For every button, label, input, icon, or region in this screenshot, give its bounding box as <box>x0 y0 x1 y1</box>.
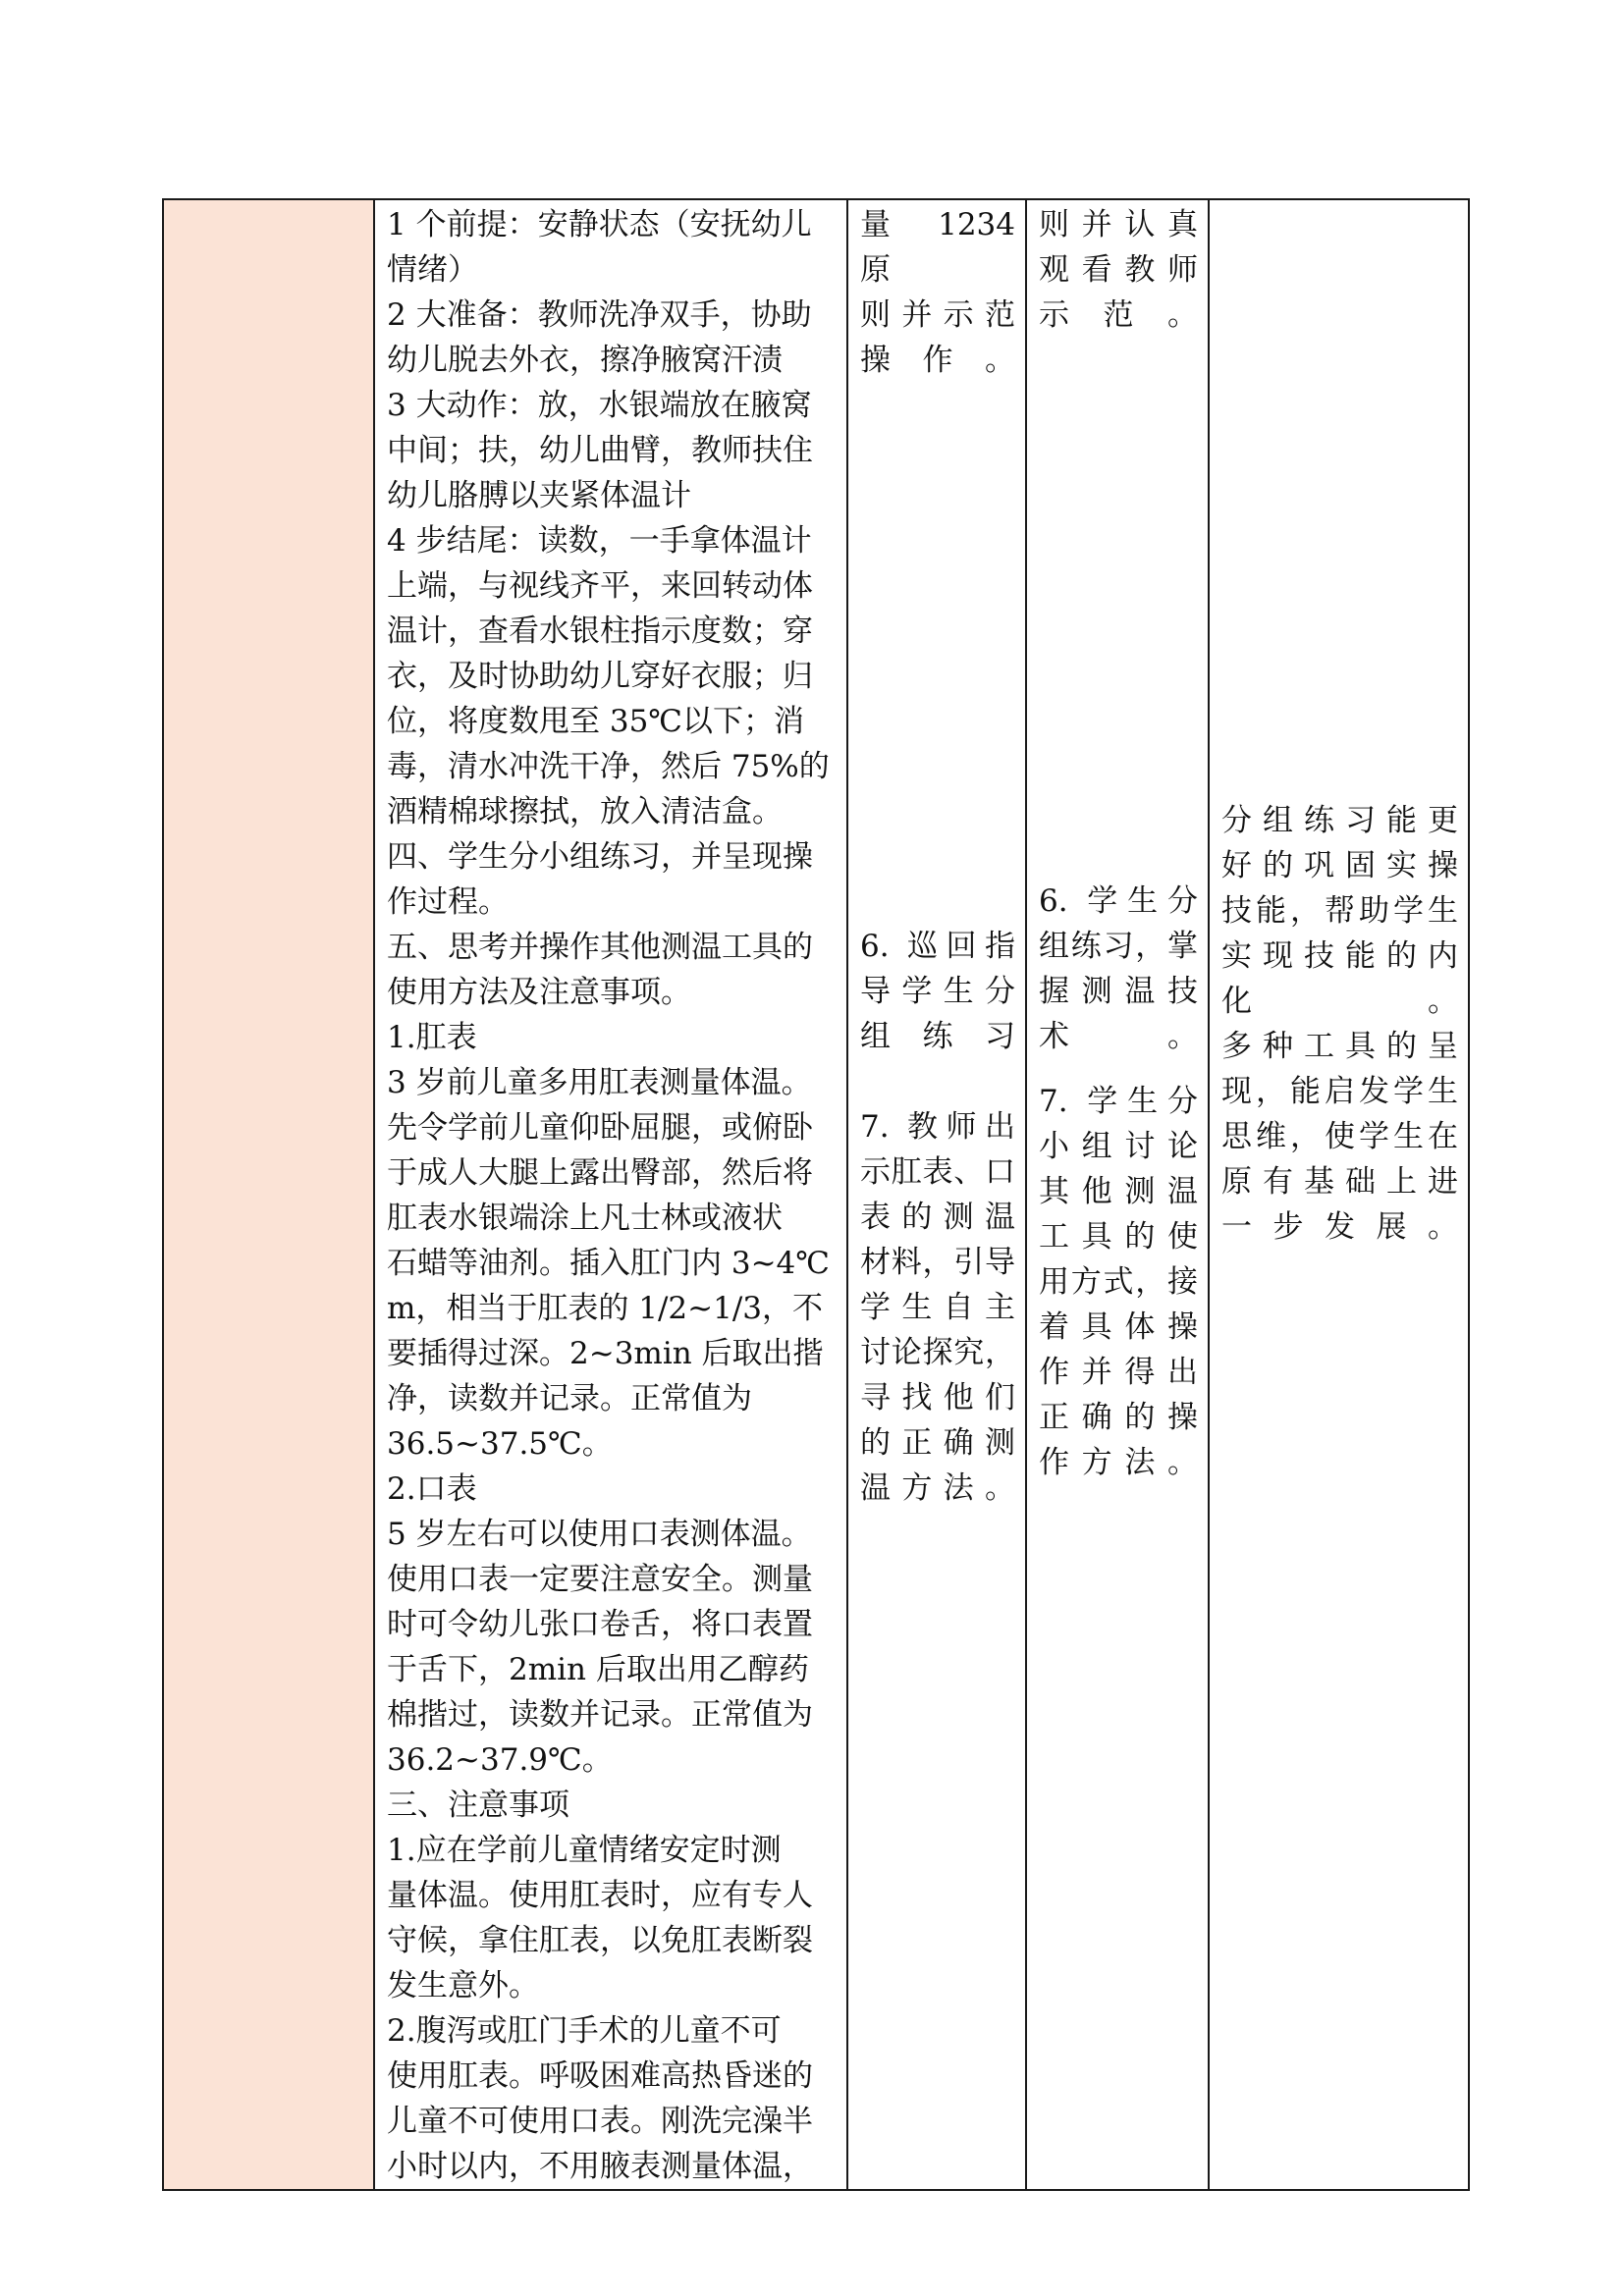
text-line: 要插得过深。2~3min 后取出揩 <box>387 1336 824 1371</box>
text-line: 组练习，掌 <box>1039 929 1198 964</box>
text-line: 实现技能的内 <box>1221 938 1458 974</box>
student-activity-6 <box>1039 879 1198 1059</box>
text-line: 讨论探究， <box>860 1335 1015 1370</box>
text-line: 温方法。 <box>860 1470 1015 1506</box>
text-line: 操作。 <box>860 343 1015 378</box>
text-line: 术。 <box>1039 1019 1198 1054</box>
text-line: 发生意外。 <box>387 1968 539 2003</box>
text-line: 3 大动作：放，水银端放在腋窝 <box>387 388 812 423</box>
text-line: 四、学生分小组练习，并呈现操 <box>387 839 813 875</box>
text-line: 其他测温 <box>1039 1174 1198 1209</box>
text-line: 正确的操 <box>1039 1400 1198 1435</box>
text-line: 好的巩固实操 <box>1221 848 1458 883</box>
teacher-activity-demo <box>860 202 1015 383</box>
teaching-content-text <box>375 200 846 2189</box>
text-line: 3 岁前儿童多用肛表测量体温。 <box>387 1065 812 1100</box>
text-line: 材料，引导 <box>860 1245 1015 1280</box>
text-line: 1 个前提：安静状态（安抚幼儿 <box>387 207 812 242</box>
text-line: 净，读数并记录。正常值为 <box>387 1381 752 1416</box>
table-row <box>163 199 1469 2190</box>
text-line: 寻找他们 <box>860 1380 1015 1415</box>
text-line: 组练习 <box>860 1019 1015 1054</box>
text-line: 作过程。 <box>387 884 509 920</box>
text-line: 上端，与视线齐平，来回转动体 <box>387 568 813 604</box>
text-line: 棉揩过，读数并记录。正常值为 <box>387 1697 813 1733</box>
text-line: 三、注意事项 <box>387 1788 569 1823</box>
text-line: 作方法。 <box>1039 1445 1198 1480</box>
text-line: 2.腹泻或肛门手术的儿童不可 <box>387 2013 782 2049</box>
text-line: 毒，清水冲洗干净，然后 75%的 <box>387 749 830 784</box>
text-line: 多种工具的呈 <box>1221 1029 1458 1064</box>
text-line: 思维，使学生在 <box>1221 1119 1458 1154</box>
text-line: 先令学前儿童仰卧屈腿，或俯卧 <box>387 1110 813 1146</box>
text-line: 小时以内，不用腋表测量体温， <box>387 2149 813 2184</box>
text-line: 原有基础上进 <box>1221 1164 1458 1200</box>
teacher-activity-6 <box>860 924 1015 1059</box>
teaching-content-cell <box>374 199 847 2190</box>
text-line: 6. 巡回指 <box>860 929 1015 964</box>
teacher-activity-cell <box>847 199 1026 2190</box>
text-line: 儿童不可使用口表。刚洗完澡半 <box>387 2104 813 2139</box>
text-line: 2 大准备：教师洗净双手，协助 <box>387 297 812 333</box>
student-activity-cell <box>1026 199 1209 2190</box>
text-line: 使用方法及注意事项。 <box>387 975 691 1010</box>
text-line: 一步发展。 <box>1221 1209 1458 1245</box>
text-line: 7. 学生分 <box>1039 1084 1198 1119</box>
text-line: 量 1234 原 <box>860 207 1015 288</box>
text-line: 肛表水银端涂上凡士林或液状 <box>387 1201 783 1236</box>
section-label-cell <box>163 199 374 2190</box>
text-line: 时可令幼儿张口卷舌，将口表置 <box>387 1607 813 1642</box>
text-line: 五、思考并操作其他测温工具的 <box>387 930 813 965</box>
text-line: 工具的使 <box>1039 1219 1198 1255</box>
text-line: 2.口表 <box>387 1471 477 1507</box>
text-line: 6. 学生分 <box>1039 883 1198 919</box>
text-line: 技能，帮助学生 <box>1221 893 1458 929</box>
text-line: 4 步结尾：读数，一手拿体温计 <box>387 523 812 559</box>
text-line: 36.2~37.9℃。 <box>387 1742 613 1778</box>
text-line: 用方式，接 <box>1039 1264 1198 1300</box>
text-line: 化。 <box>1221 984 1458 1019</box>
design-intent-text <box>1221 798 1458 1250</box>
text-line: 守候，拿住肛表，以免肛表断裂 <box>387 1923 813 1958</box>
student-activity-7 <box>1039 1079 1198 1485</box>
text-line: 使用肛表。呼吸困难高热昏迷的 <box>387 2058 813 2094</box>
text-line: 7. 教师出 <box>860 1109 1015 1145</box>
text-line: 学生自主 <box>860 1290 1015 1325</box>
lesson-plan-table <box>162 198 1470 2191</box>
text-line: 36.5~37.5℃。 <box>387 1426 613 1462</box>
text-line: 酒精棉球擦拭，放入清洁盒。 <box>387 794 783 829</box>
text-line: 1.肛表 <box>387 1020 477 1055</box>
text-line: 作并得出 <box>1039 1355 1198 1390</box>
teacher-activity-7 <box>860 1104 1015 1511</box>
text-line: 5 岁左右可以使用口表测体温。 <box>387 1517 812 1552</box>
text-line: 分组练习能更 <box>1221 803 1458 838</box>
text-line: m，相当于肛表的 1/2~1/3，不 <box>387 1291 824 1326</box>
text-line: 的正确测 <box>860 1425 1015 1461</box>
text-line: 着具体操 <box>1039 1309 1198 1345</box>
text-line: 示范。 <box>1039 297 1198 333</box>
text-line: 握测温技 <box>1039 974 1198 1009</box>
text-line: 中间；扶，幼儿曲臂，教师扶住 <box>387 433 813 468</box>
text-line: 则并示范 <box>860 297 1015 333</box>
text-line: 衣，及时协助幼儿穿好衣服；归 <box>387 659 813 694</box>
text-line: 于成人大腿上露出臀部，然后将 <box>387 1155 813 1191</box>
text-line: 表的测温 <box>860 1200 1015 1235</box>
text-line: 幼儿脱去外衣，擦净腋窝汗渍 <box>387 343 783 378</box>
text-line: 量体温。使用肛表时，应有专人 <box>387 1878 813 1913</box>
text-line: 石蜡等油剂。插入肛门内 3~4℃ <box>387 1246 830 1281</box>
text-line: 使用口表一定要注意安全。测量 <box>387 1562 813 1597</box>
text-line: 现，能启发学生 <box>1221 1074 1458 1109</box>
text-line: 温计，查看水银柱指示度数；穿 <box>387 614 813 649</box>
text-line: 导学生分 <box>860 974 1015 1009</box>
text-line: 则并认真 <box>1039 207 1198 242</box>
text-line: 观看教师 <box>1039 252 1198 288</box>
text-line: 于舌下，2min 后取出用乙醇药 <box>387 1652 809 1687</box>
student-activity-demo <box>1039 202 1198 338</box>
text-line: 1.应在学前儿童情绪安定时测 <box>387 1833 782 1868</box>
text-line: 示肛表、口 <box>860 1154 1015 1190</box>
design-intent-cell <box>1209 199 1469 2190</box>
text-line: 位，将度数甩至 35℃以下；消 <box>387 704 804 739</box>
text-line: 情绪） <box>387 252 478 288</box>
text-line: 小组讨论 <box>1039 1129 1198 1164</box>
text-line: 幼儿胳膊以夹紧体温计 <box>387 478 691 513</box>
